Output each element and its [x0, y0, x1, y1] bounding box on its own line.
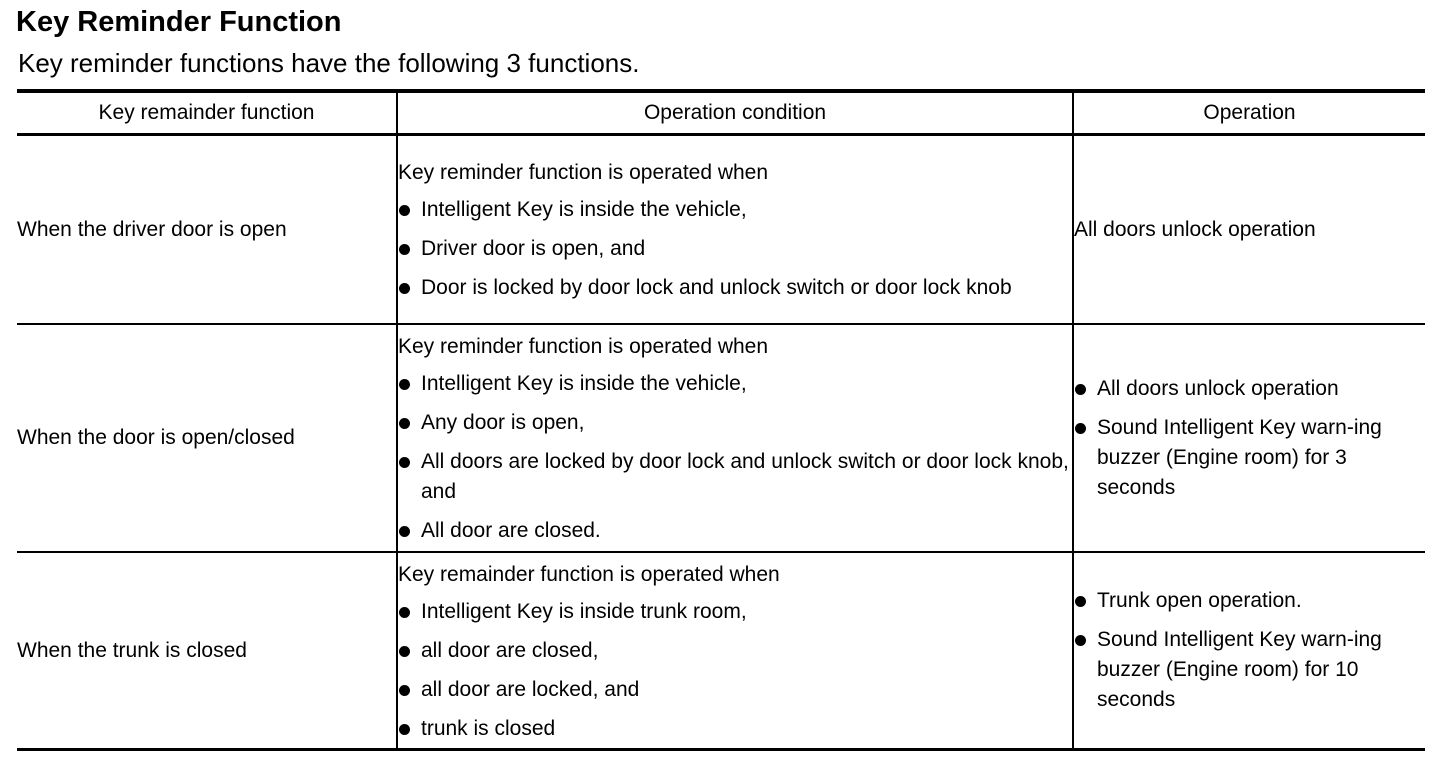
condition-item: Intelligent Key is inside the vehicle, — [398, 195, 1072, 225]
condition-list — [398, 195, 1072, 303]
condition-cell — [397, 135, 1073, 325]
page-title: Key Reminder Function — [16, 6, 342, 38]
operation-item: Sound Intelligent Key warn-ing buzzer (Engine room) for 10 seconds — [1074, 625, 1425, 715]
condition-cell — [397, 552, 1073, 750]
operation-cell — [1073, 135, 1425, 325]
condition-item: All door are closed. — [398, 516, 1072, 546]
operation-text: All doors unlock operation — [1074, 217, 1316, 241]
operation-item: Trunk open operation. — [1074, 586, 1425, 616]
operation-list — [1074, 374, 1425, 503]
condition-lead: Key reminder function is operated when — [398, 335, 769, 358]
header-key-function: Key remainder function — [17, 91, 397, 135]
function-cell: When the driver door is open — [17, 135, 397, 325]
condition-item: trunk is closed — [398, 714, 1072, 744]
intro-text: Key reminder functions have the following 3 functions. — [18, 48, 640, 78]
condition-list — [398, 369, 1072, 546]
condition-item: Driver door is open, and — [398, 234, 1072, 264]
condition-cell — [397, 324, 1073, 552]
condition-lead: Key reminder function is operated when — [398, 161, 769, 184]
condition-item: Intelligent Key is inside trunk room, — [398, 597, 1072, 627]
table-row — [17, 324, 1425, 552]
operation-item: All doors unlock operation — [1074, 374, 1425, 404]
operation-list — [1074, 586, 1425, 715]
function-cell: When the trunk is closed — [17, 552, 397, 750]
condition-item: Any door is open, — [398, 408, 1072, 438]
condition-item: all door are closed, — [398, 636, 1072, 666]
header-operation-condition: Operation condition — [397, 91, 1073, 135]
header-operation: Operation — [1073, 91, 1425, 135]
operation-cell — [1073, 324, 1425, 552]
condition-list — [398, 597, 1072, 744]
table-row — [17, 135, 1425, 325]
condition-item: Door is locked by door lock and unlock switch or door lock knob — [398, 273, 1072, 303]
condition-lead: Key remainder function is operated when — [398, 562, 780, 586]
table-row — [17, 552, 1425, 750]
condition-item: all door are locked, and — [398, 675, 1072, 705]
operation-cell — [1073, 552, 1425, 750]
condition-item: All doors are locked by door lock and unlock switch or door lock knob, and — [398, 447, 1072, 507]
key-reminder-table — [17, 89, 1425, 751]
table-header-row — [17, 91, 1425, 135]
condition-item: Intelligent Key is inside the vehicle, — [398, 369, 1072, 399]
function-cell: When the door is open/closed — [17, 324, 397, 552]
operation-item: Sound Intelligent Key warn-ing buzzer (Engine room) for 3 seconds — [1074, 413, 1425, 503]
